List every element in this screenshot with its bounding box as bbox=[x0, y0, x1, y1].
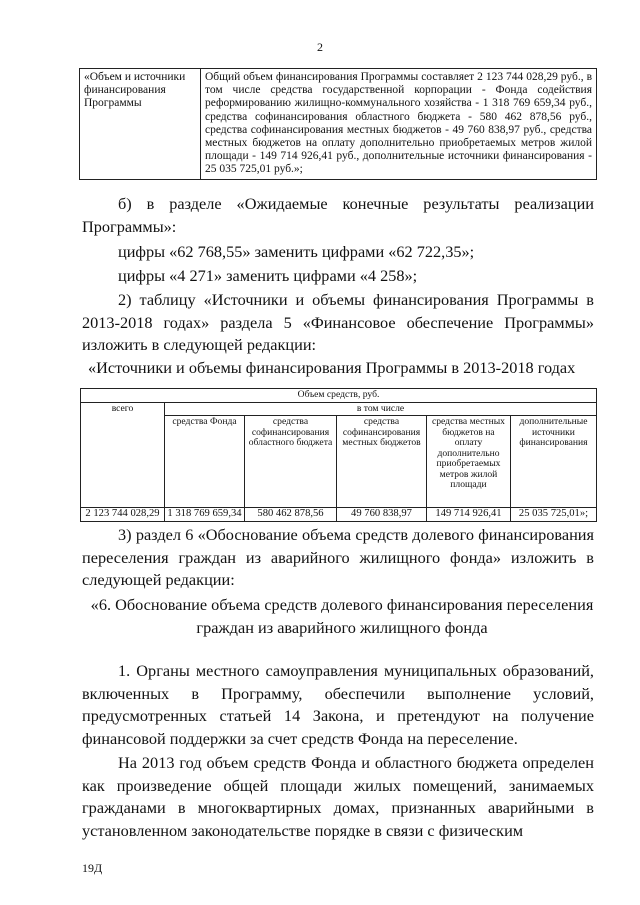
fin-header-total: всего bbox=[81, 402, 165, 508]
paragraph-b: б) в разделе «Ожидаемые конечные результаты реализации Программы»: bbox=[82, 194, 594, 236]
financing-summary-table bbox=[79, 68, 597, 180]
page-number: 2 bbox=[317, 40, 323, 54]
footer-code: 19Д bbox=[82, 861, 103, 875]
fin-col-additional: дополнительные источники финансирования bbox=[511, 416, 597, 508]
fin-col-local: средства софинансирования местных бюджетов bbox=[337, 416, 427, 508]
financing-content-cell: Общий объем финансирования Программы составляет 2 123 744 028,29 руб., в том числе средства государственной корпорации - Фонда содействия реформированию жилищно-коммунального хозяйства - 1 318 769 659,34 руб., средства софинансирования областного бюджета - 580 462 878,56 руб., средства софинансирования местных бюджетов - 49 760 838,97 руб., средства местных бюджетов на оплату дополнительно приобретаемых метров жилой площади - 149 714 926,41 руб., дополнительные источники финансирования - 25 035 725,01 руб.»; bbox=[201, 69, 597, 180]
fin-header-main: Объем средств, руб. bbox=[81, 389, 597, 403]
paragraph-figures-2: цифры «4 271» заменить цифрами «4 258»; bbox=[118, 266, 418, 285]
fin-value-local: 49 760 838,97 bbox=[337, 508, 427, 522]
fin-col-fund: средства Фонда bbox=[165, 416, 245, 508]
fin-value-local-extra: 149 714 926,41 bbox=[427, 508, 511, 522]
paragraph-item-1: 1. Органы местного самоуправления муниципальных образований, включенных в Программу, обеспечили выполнение условий, предусмотренных статьей 14 Закона, и претендуют на получение финансовой поддержки за счет средств Фонда на переселение. bbox=[82, 661, 594, 748]
financing-label-cell: «Объем и источники финансирования Программы bbox=[80, 69, 201, 180]
fin-header-including: в том числе bbox=[165, 402, 597, 416]
fin-value-regional: 580 462 878,56 bbox=[245, 508, 337, 522]
table-title: «Источники и объемы финансирования Программы в 2013-2018 годах bbox=[88, 358, 576, 377]
fin-col-local-extra: средства местных бюджетов на оплату дополнительно приобретаемых метров жилой площади bbox=[427, 416, 511, 508]
fin-col-regional: средства софинансирования областного бюджета bbox=[245, 416, 337, 508]
fin-value-fund: 1 318 769 659,34 bbox=[165, 508, 245, 522]
paragraph-2013: На 2013 год объем средств Фонда и областного бюджета определен как произведение общей площади жилых помещений, занимаемых гражданами в многоквартирных домах, признанных аварийными в установленном законодательстве порядке в связи с физическим bbox=[82, 753, 594, 840]
fin-value-total: 2 123 744 028,29 bbox=[81, 508, 165, 522]
finance-sources-table bbox=[80, 388, 597, 522]
fin-value-additional: 25 035 725,01»; bbox=[511, 508, 597, 522]
paragraph-2: 2) таблицу «Источники и объемы финансирования Программы в 2013-2018 годах» раздела 5 «Финансовое обеспечение Программы» изложить в следующей редакции: bbox=[82, 290, 594, 354]
paragraph-3: 3) раздел 6 «Обоснование объема средств долевого финансирования переселения граждан из аварийного жилищного фонда» изложить в следующей редакции: bbox=[82, 525, 594, 589]
section-6-title: «6. Обоснование объема средств долевого финансирования переселения граждан из аварийного жилищного фонда bbox=[90, 595, 594, 637]
paragraph-figures-1: цифры «62 768,55» заменить цифрами «62 722,35»; bbox=[118, 242, 475, 261]
